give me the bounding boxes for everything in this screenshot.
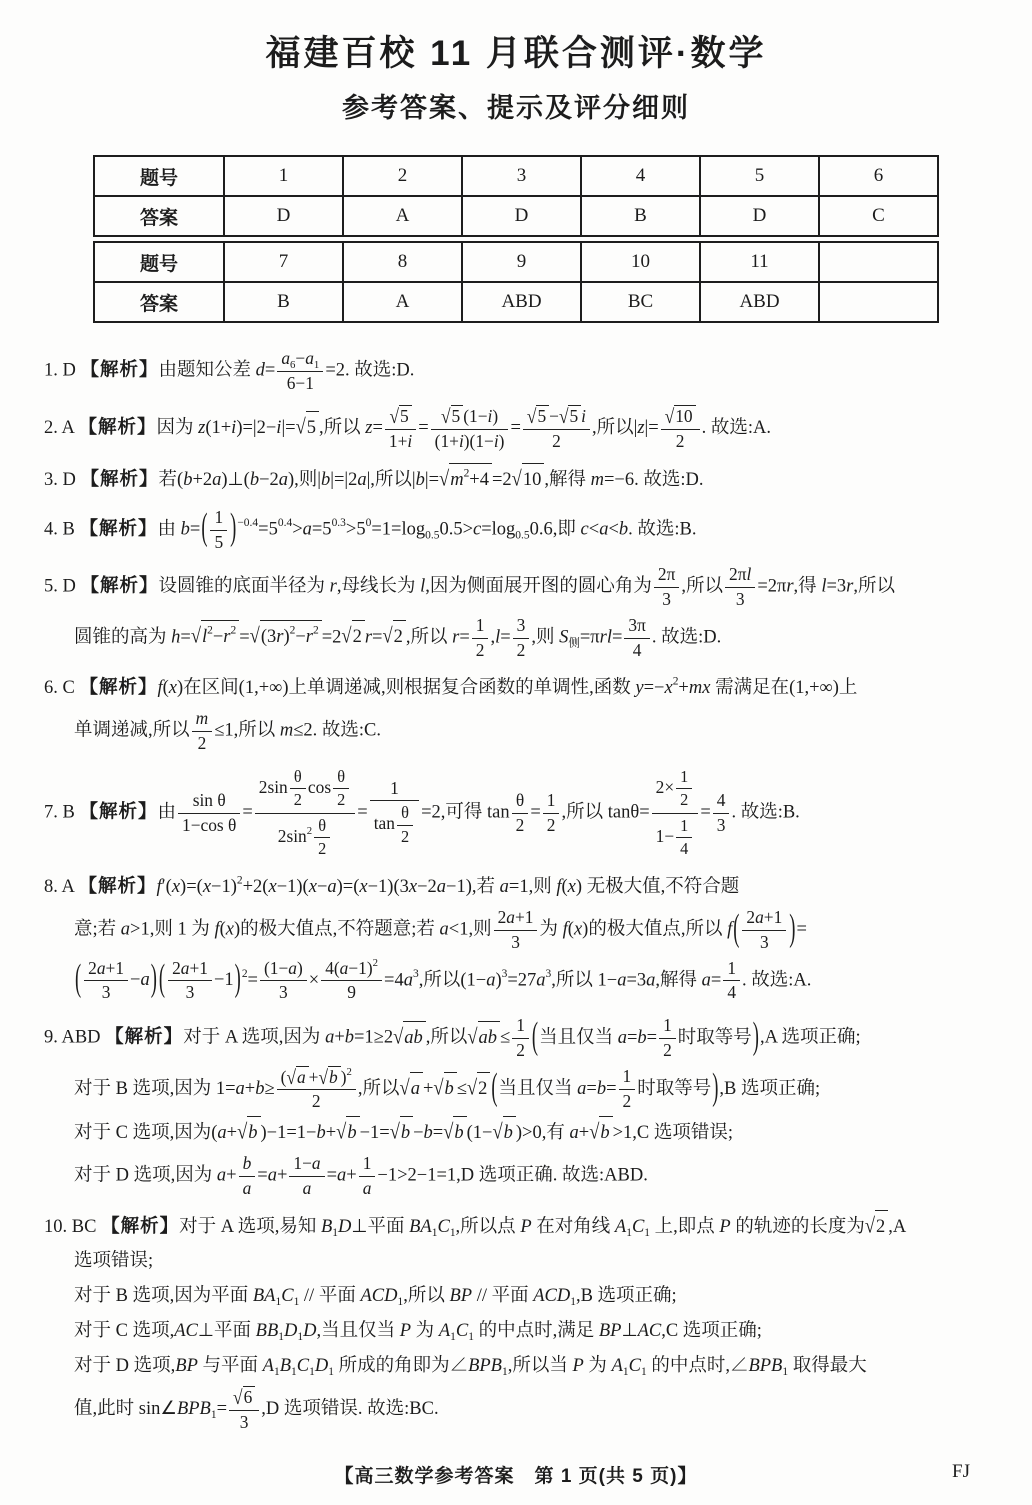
answer-table-cell: C [819, 196, 938, 236]
solution-continuation-line: 对于 D 选项,BP 与平面 $A_1B_1C_1D_1$ 所成的角即为$\angle BPB_1$,所以当 P 为 $A_1C_1$ 的中点时$,\angle BPB_1$ 取得最大 [74, 1356, 867, 1379]
solution-continuation-line: 值,此时 $\sin\angle BPB_1=$ $\frac{√6}{3}$ ,D 选项错误. 故选:BC. [44, 1385, 988, 1434]
table-row [94, 196, 938, 236]
solution-first-line: 8. A 【解析】$f'(x)=(x-1)^2+2(x-1)(x-a)=(x-1)(3x-2a-1)$,若 a=1,则 f(x) 无极大值,不符合题 [44, 874, 740, 898]
fraction: $\frac{\theta}{2}$ [290, 766, 306, 812]
square-root: √6 [233, 1386, 255, 1409]
answer-table-group [93, 241, 939, 323]
analysis-label: 【解析】 [105, 1025, 184, 1047]
answer-table [93, 155, 939, 323]
answer-table-cell: B [581, 196, 700, 236]
fraction: $\frac{1}{5}$ [210, 506, 227, 554]
square-root: √a [286, 1066, 308, 1089]
solution-first-line: 5. D 【解析】设圆锥的底面半径为 r,母线长为 l,因为侧面展开图的圆心角为 $\frac{2\pi}{3}$ ,所以 $\frac{2\pi l}{3}$ =2πr,得 l=3r,所以 [44, 563, 988, 611]
answer-table-cell: 2 [343, 156, 462, 196]
answer-table-cell: 3 [462, 156, 581, 196]
solution-item-5 [44, 563, 988, 662]
answer-table-cell: 4 [581, 156, 700, 196]
footer-center-text: 【高三数学参考答案 第 1 页(共 5 页)】 [334, 1465, 698, 1487]
solution-continuation-line: 对于 D 选项,因为 a+ $\frac{b}{a}$ =a+ $\frac{1-a}{a}$ =a+ $\frac{1}{a}$ −1>2−1=1,D 选项正确. 故选:ABD. [44, 1152, 988, 1200]
analysis-label: 【解析】 [79, 517, 158, 539]
solution-first-line: 4. B 【解析】由 b=( $\frac{1}{5}$ )$^{-0.4}=5^{0.4}>a=5^{0.3}>5^0=1=\log_{0.5}0.5>c=\log_{0.5}0.6$,即 c<a<b. 故选:B. [44, 506, 988, 554]
square-root: √2 [865, 1210, 888, 1244]
solution-first-line: 9. ABD 【解析】对于 A 选项,因为 a+b=1≥2√ab ,所以√ab ≤ $\frac{1}{2}$ (当且仅当 a=b= $\frac{1}{2}$ 时取等号),A 选项正确; [44, 1014, 988, 1062]
fraction: $\frac{2\pi l}{3}$ [725, 563, 755, 611]
fraction: $\frac{m}{2}$ [192, 707, 213, 755]
fraction: $\frac{√5 (1-i)}{(1+i)(1-i)}$ [431, 404, 509, 453]
square-root: √b [433, 1072, 456, 1106]
fraction: $\frac{2a+1}{3}$ [168, 957, 212, 1005]
fraction: $\frac{1-a}{a}$ [289, 1152, 324, 1200]
solution-item-7 [44, 765, 988, 862]
square-root: √b [390, 1116, 413, 1150]
fraction: $\frac{\theta}{2}$ [512, 789, 529, 837]
fraction: $\frac{√5}{1+i}$ [385, 404, 416, 453]
fraction: $\frac{2a+1}{3}$ [742, 906, 786, 954]
fraction: $\frac{\theta}{2}$ [397, 802, 413, 848]
answer-table-cell: 5 [700, 156, 819, 196]
square-root: √10 [665, 405, 696, 428]
fraction: $\frac{3\pi}{4}$ [624, 614, 649, 662]
answer-table-cell: B [224, 282, 343, 322]
solution-item-2 [44, 404, 988, 453]
solution-continuation-line: 圆锥的高为 $h=√l^2-r^2 =√(3r)^2-r^2 =2√2$ r=√2 ,所以 r= $\frac{1}{2}$ ,l= $\frac{3}{2}$ ,则 $S_侧=\pi rl=$ $\frac{3\pi}{4}$ . 故选:D. [44, 614, 988, 662]
analysis-label: 【解析】 [80, 574, 159, 596]
analysis-label: 【解析】 [101, 1214, 180, 1236]
square-root: √2 [341, 620, 364, 654]
square-root: $√l^2-r^2$ [191, 620, 239, 654]
fraction: $\frac{√10}{2}$ [661, 404, 700, 453]
answer-table-cell: 10 [581, 242, 700, 282]
fraction: $\frac{1}{2}$ [472, 614, 489, 662]
solution-first-line: 10. BC 【解析】对于 A 选项,易知 $B_1D\perp$平面 $BA_1C_1$,所以点 P 在对角线 $A_1C_1$ 上,即点 P 的轨迹的长度为√2 ,A [44, 1210, 988, 1244]
fraction: $\frac{3}{2}$ [513, 614, 530, 662]
square-root: √b [443, 1116, 466, 1150]
answer-table-cell [819, 282, 938, 322]
answer-table-cell: ABD [462, 282, 581, 322]
fraction: $\frac{(1-a)}{3}$ [260, 957, 307, 1005]
fraction: $\frac{1}{2}$ [543, 789, 560, 837]
answer-table-cell: ABD [700, 282, 819, 322]
solution-first-line: 3. D 【解析】若(b+2a)⊥(b−2a),则|b|=|2a|,所以$|b|=√m^2+4 =2√10$ ,解得 m=−6. 故选:D. [44, 463, 988, 497]
fraction: $\frac{1}{2}$ [619, 1065, 636, 1113]
answer-table-cell: 9 [462, 242, 581, 282]
square-root: $√(3r)^2-r^2$ [250, 620, 322, 654]
fraction: $\frac{\text{sin θ}}{\text{1−cos θ}}$ [178, 789, 240, 837]
solution-item-6 [44, 671, 988, 755]
solutions-list [44, 347, 988, 1435]
fraction: $\frac{a_6-a_1}{6-1}$ [277, 347, 323, 395]
solution-first-line: 1. D 【解析】由题知公差 d= $\frac{a_6-a_1}{6-1}$ =2. 故选:D. [44, 347, 988, 395]
analysis-label: 【解析】 [80, 467, 159, 489]
solution-item-10 [44, 1210, 988, 1435]
solution-continuation-line: 对于 B 选项,因为 1=a+b≥ $\frac{(√a +√b )^2}{2}$ ,所以√a +√b ≤√2 (当且仅当 a=b= $\frac{1}{2}$ 时取等号),B 选项正确; [44, 1065, 988, 1114]
answer-table-cell [819, 242, 938, 282]
answer-table-header-cell: 答案 [94, 282, 224, 322]
fraction: $\frac{1}{4}$ [723, 957, 740, 1005]
square-root: √10 [512, 463, 545, 497]
table-row [94, 242, 938, 282]
square-root: √b [336, 1116, 359, 1150]
solution-continuation-line: 单调递减,所以 $\frac{m}{2}$ ≤1,所以 m≤2. 故选:C. [44, 707, 988, 755]
analysis-label: 【解析】 [78, 416, 157, 438]
fraction: $\frac{\theta}{2}$ [333, 766, 349, 812]
fraction: $\frac{(√a +√b )^2}{2}$ [277, 1065, 356, 1114]
solution-item-8 [44, 870, 988, 1005]
square-root: √ab [467, 1021, 500, 1055]
answer-table-cell: 7 [224, 242, 343, 282]
analysis-label: 【解析】 [78, 875, 157, 897]
square-root: √b [492, 1116, 515, 1150]
solution-continuation-line: 对于 C 选项,AC⊥平面 $BB_1D_1D$,当且仅当 P 为 $A_1C_1$ 的中点时,满足 BP⊥AC,C 选项正确; [74, 1321, 762, 1344]
square-root: √2 [467, 1072, 490, 1106]
fraction: 1 tan $\frac{\theta}{2}$ [370, 777, 419, 850]
page-footer [44, 1461, 988, 1495]
footer-right-code: FJ [952, 1460, 970, 1482]
solution-item-4 [44, 506, 988, 554]
fraction: $\frac{√5 -√5 i}{2}$ [523, 404, 590, 453]
answer-table-header-cell: 题号 [94, 156, 224, 196]
square-root: √5 [296, 411, 319, 445]
fraction: $\frac{2a+1}{3}$ [84, 957, 128, 1005]
answer-table-cell: A [343, 282, 462, 322]
solution-continuation-line: 意;若 a>1,则 1 为 f(x)的极大值点,不符题意;若 a<1,则 $\frac{2a+1}{3}$ 为 f(x)的极大值点,所以 f( $\frac{2a+1}{3}$ )= [44, 906, 988, 954]
analysis-label: 【解析】 [80, 358, 159, 380]
solution-first-line: 7. B 【解析】由 $\frac{\text{sin θ}}{\text{1−cos θ}}$ = 2sin $\frac{\theta}{2}$ cos $\frac{\theta}{2}$ $2\sin^2$ $\frac{\theta}{2}$ = 1 tan $\frac{\theta}{2}$ =2,可得 tan $\frac{\theta}{2}$ = $\frac{1}{2}$ ,所以 tanθ= 2× $\frac{1}{2}$ 1− $\frac{1}{4}$ = $\frac{4}{3}$ . 故选:B. [44, 765, 988, 862]
table-row [94, 156, 938, 196]
fraction: $\frac{1}{2}$ [512, 1014, 529, 1062]
answer-table-group [93, 155, 939, 237]
solution-first-line: 6. C 【解析】f(x)在区间(1,+∞)上单调递减,则根据复合函数的单调性,函数 $y=-x^2+mx$ 需满足在(1,+∞)上 [44, 675, 858, 699]
square-root: √b [318, 1066, 340, 1089]
answer-table-cell: 8 [343, 242, 462, 282]
square-root: √5 [441, 405, 463, 428]
fraction: $\frac{1}{2}$ [676, 766, 692, 812]
square-root: √b [589, 1116, 612, 1150]
answer-table-cell: A [343, 196, 462, 236]
solution-continuation-line: 对于 C 选项,因为(a+√b )−1=1−b+√b −1=√b −b=√b (1−√b )>0,有 a+√b >1,C 选项错误; [44, 1116, 988, 1150]
answer-table-cell: 11 [700, 242, 819, 282]
page-title: 福建百校 11 月联合测评·数学 [265, 34, 767, 73]
table-row [94, 282, 938, 322]
fraction: 2× $\frac{1}{2}$ 1− $\frac{1}{4}$ [652, 765, 699, 862]
page-subtitle: 参考答案、提示及评分细则 [342, 93, 690, 123]
answer-table-cell: D [700, 196, 819, 236]
analysis-label: 【解析】 [79, 800, 158, 822]
fraction: $\frac{4}{3}$ [713, 789, 730, 837]
fraction: 2sin $\frac{\theta}{2}$ cos $\frac{\theta}{2}$ $2\sin^2$ $\frac{\theta}{2}$ [255, 765, 355, 862]
square-root: √5 [527, 405, 549, 428]
square-root: $√m^2+4$ [439, 463, 492, 497]
square-root: √b [237, 1116, 260, 1150]
fraction: $\frac{1}{a}$ [359, 1152, 376, 1200]
answer-table-header-cell: 答案 [94, 196, 224, 236]
fraction: $\frac{1}{2}$ [659, 1014, 676, 1062]
answer-table-cell: 6 [819, 156, 938, 196]
fraction: $\frac{4(a-1)^2}{9}$ [321, 957, 382, 1005]
square-root: √ab [393, 1021, 426, 1055]
solution-item-9 [44, 1014, 988, 1200]
square-root: √5 [559, 405, 581, 428]
solution-item-1 [44, 347, 988, 395]
fraction: $\frac{√6}{3}$ [229, 1385, 259, 1434]
fraction: $\frac{\theta}{2}$ [314, 815, 330, 861]
analysis-label: 【解析】 [79, 676, 158, 698]
fraction: $\frac{1}{4}$ [676, 815, 692, 861]
square-root: √5 [389, 405, 411, 428]
fraction: $\frac{2\pi}{3}$ [654, 563, 679, 611]
solution-continuation-line: ( $\frac{2a+1}{3}$ −a) ( $\frac{2a+1}{3}$ −1)$^2$= $\frac{(1-a)}{3}$ × $\frac{4(a-1)^2}{9}$ $=4a^3$,所以$(1-a)^3=27a^3$,所以 1−a=3a,解得 a= $\frac{1}{4}$ . 故选:A. [44, 957, 988, 1005]
solution-first-line: 2. A 【解析】因为 z(1+i)=|2−i|=√5 ,所以 z= $\frac{√5}{1+i}$ = $\frac{√5 (1-i)}{(1+i)(1-i)}$ = $\frac{√5 -√5 i}{2}$ ,所以|z|= $\frac{√10}{2}$ . 故选:A. [44, 404, 988, 453]
solution-continuation-line: 选项错误; [74, 1251, 154, 1272]
square-root: √a [400, 1072, 423, 1106]
answer-table-cell: D [224, 196, 343, 236]
fraction: $\frac{b}{a}$ [239, 1152, 256, 1200]
square-root: √2 [382, 620, 405, 654]
answer-table-cell: D [462, 196, 581, 236]
answer-table-cell: BC [581, 282, 700, 322]
solution-continuation-line: 对于 B 选项,因为平面 $BA_1C_1$ // 平面 $ACD_1$,所以 BP // 平面 $ACD_1,B$ 选项正确; [74, 1286, 677, 1309]
answer-table-header-cell: 题号 [94, 242, 224, 282]
answer-table-cell: 1 [224, 156, 343, 196]
fraction: $\frac{2a+1}{3}$ [494, 906, 538, 954]
solution-item-3 [44, 463, 988, 497]
